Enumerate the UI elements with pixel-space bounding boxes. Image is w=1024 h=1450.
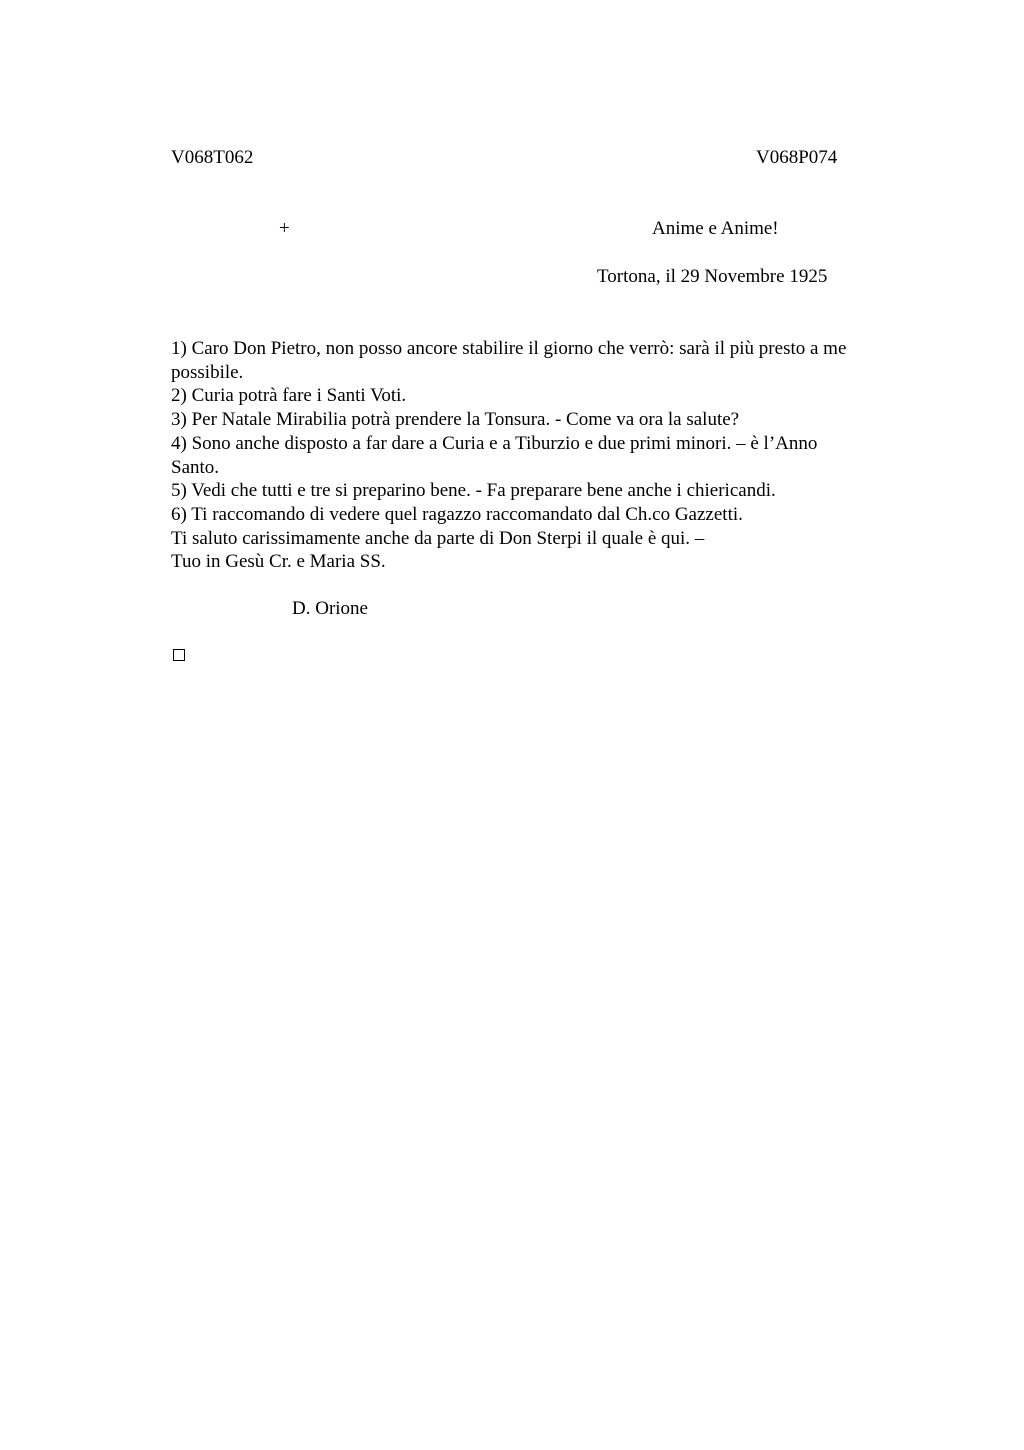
document-code-left: V068T062 [171,147,254,168]
signature: D. Orione [292,598,368,619]
letter-line: 1) Caro Don Pietro, non posso ancore stabilire il giorno che verrò: sarà il più presto a me [171,338,847,359]
letter-line: 4) Sono anche disposto a far dare a Curia e a Tiburzio e due primi minori. – è l’Anno [171,432,818,454]
letter-line: Tuo in Gesù Cr. e Maria SS. [171,551,386,573]
letter-line: Ti saluto carissimamente anche da parte di Don Sterpi il quale è qui. – [171,527,705,549]
place-and-date: Tortona, il 29 Novembre 1925 [597,266,828,287]
letter-line: 6) Ti raccomando di vedere quel ragazzo raccomandato dal Ch.co Gazzetti. [171,503,743,525]
document-code-right: V068P074 [756,147,838,168]
letter-body [171,337,931,574]
square-outline-icon [173,649,185,661]
motto-heading: Anime e Anime! [652,218,779,239]
letter-line: possibile. [171,361,244,383]
letter-line: 2) Curia potrà fare i Santi Voti. [171,385,407,407]
letter-line: 3) Per Natale Mirabilia potrà prendere la Tonsura. - Come va ora la salute? [171,409,740,431]
cross-mark: + [279,218,290,239]
letter-line: Santo. [171,456,220,478]
letter-line: 5) Vedi che tutti e tre si preparino bene. - Fa preparare bene anche i chiericandi. [171,480,776,502]
